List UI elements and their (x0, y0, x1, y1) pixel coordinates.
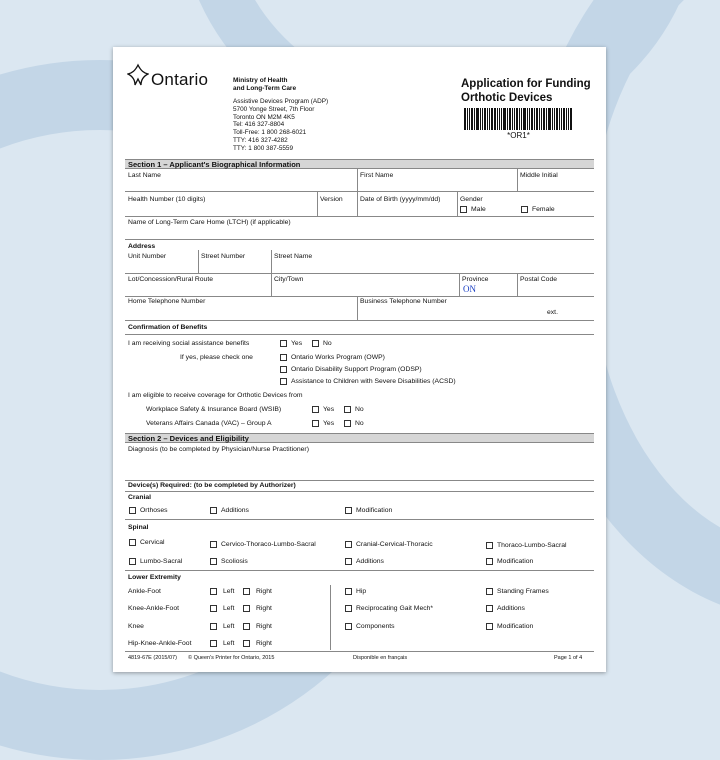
owp-label: Ontario Works Program (OWP) (291, 354, 385, 361)
social-assistance-no-checkbox[interactable] (312, 340, 319, 347)
divider (357, 297, 358, 320)
divider (125, 519, 594, 520)
section-1-header: Section 1 – Applicant's Biographical Information (125, 159, 594, 169)
knee-ankle-foot-label: Knee-Ankle-Foot (128, 605, 180, 612)
male-label: Male (471, 206, 486, 213)
ankle-foot-left-checkbox[interactable] (210, 588, 217, 595)
knee-label: Knee (128, 623, 144, 630)
barcode-bar (484, 108, 486, 130)
barcode-bar (516, 108, 518, 130)
barcode-bar (467, 108, 468, 130)
ministry-name (233, 77, 296, 93)
barcode-bar (487, 108, 488, 130)
barcode-bar (548, 108, 551, 130)
divider (357, 169, 358, 191)
barcode-bar (536, 108, 538, 130)
barcode-bar (523, 108, 526, 130)
cranial-modification-label: Modification (356, 507, 393, 514)
vac-no-label: No (355, 420, 364, 427)
business-phone-label: Business Telephone Number (360, 298, 447, 305)
divider (125, 191, 594, 192)
odsp-checkbox[interactable] (280, 366, 287, 373)
wsib-yes-label: Yes (323, 406, 335, 413)
ctls-label: Cervico-Thoraco-Lumbo-Sacral (221, 541, 316, 548)
page-number: Page 1 of 4 (554, 655, 583, 661)
cranial-additions-label: Additions (221, 507, 249, 514)
form-page (113, 47, 606, 672)
ctls-checkbox[interactable] (210, 541, 217, 548)
cct-checkbox[interactable] (345, 541, 352, 548)
barcode-bar (546, 108, 547, 130)
spinal-additions-checkbox[interactable] (345, 558, 352, 565)
divider (125, 651, 594, 652)
vac-yes-checkbox[interactable] (312, 420, 319, 427)
divider (517, 169, 518, 191)
barcode-bar (534, 108, 535, 130)
reciprocating-checkbox[interactable] (345, 605, 352, 612)
home-phone-label: Home Telephone Number (128, 298, 206, 305)
hip-checkbox[interactable] (345, 588, 352, 595)
health-number-label: Health Number (10 digits) (128, 196, 206, 203)
divider (330, 585, 331, 650)
logo-wordmark: Ontario (151, 70, 209, 89)
address-line: 5700 Yonge Street, 7th Floor (233, 105, 315, 113)
copyright: © Queen's Printer for Ontario, 2015 (188, 655, 275, 661)
spinal-additions-label: Additions (356, 558, 384, 565)
barcode-text: *OR1* (507, 131, 530, 140)
vac-label: Veterans Affairs Canada (VAC) – Group A (146, 420, 272, 427)
address-line: TTY: 1 800 387-5559 (233, 144, 294, 152)
barcode-bar (512, 108, 513, 130)
ankle-foot-right-label: Right (256, 588, 272, 595)
spinal-modification-label: Modification (497, 558, 534, 565)
benefits-heading: Confirmation of Benefits (128, 324, 208, 331)
lower-extremity-heading: Lower Extremity (128, 574, 181, 581)
address-line: Tel: 416 327-8804 (233, 121, 285, 129)
knee-right-checkbox[interactable] (243, 623, 250, 630)
knee-ankle-foot-left-checkbox[interactable] (210, 605, 217, 612)
cranial-orthoses-checkbox[interactable] (129, 507, 136, 514)
barcode-bar (541, 108, 542, 130)
barcode-bar (507, 108, 508, 130)
barcode-bar (554, 108, 555, 130)
barcode-bar (501, 108, 502, 130)
barcode-bar (497, 108, 498, 130)
social-assistance-label: I am receiving social assistance benefits (128, 340, 250, 347)
divider (198, 250, 199, 273)
form-title-line-2: Orthotic Devices (461, 91, 553, 104)
barcode-bar (476, 108, 479, 130)
divider (271, 250, 272, 273)
acsd-checkbox[interactable] (280, 378, 287, 385)
barcode-bar (519, 108, 520, 130)
divider (317, 192, 318, 216)
wsib-no-checkbox[interactable] (344, 406, 351, 413)
spinal-modification-checkbox[interactable] (486, 558, 493, 565)
city-label: City/Town (274, 276, 304, 283)
barcode-bar (527, 108, 528, 130)
scoliosis-label: Scoliosis (221, 558, 248, 565)
divider (271, 274, 272, 296)
ankle-foot-left-label: Left (223, 588, 235, 595)
social-assistance-yes-label: Yes (291, 340, 303, 347)
barcode-bar (543, 108, 545, 130)
hkaf-right-checkbox[interactable] (243, 640, 250, 647)
divider (459, 274, 460, 296)
ext-label: ext. (547, 309, 558, 316)
barcode-bar (494, 108, 496, 130)
ministry-line-2: and Long-Term Care (233, 85, 297, 93)
lower-additions-label: Additions (497, 605, 525, 612)
barcode-bar (514, 108, 515, 130)
divider (125, 480, 594, 481)
barcode-bar (529, 108, 530, 130)
hkaf-left-label: Left (223, 640, 235, 647)
devices-required-label: Device(s) Required: (to be completed by Authorizer) (128, 482, 296, 489)
barcode-bar (499, 108, 500, 130)
hkaf-left-checkbox[interactable] (210, 640, 217, 647)
odsp-label: Ontario Disability Support Program (ODSP) (291, 366, 422, 373)
form-number: 4819-67E (2015/07) (128, 655, 177, 661)
lower-modification-checkbox[interactable] (486, 623, 493, 630)
ankle-foot-label: Ankle-Foot (128, 588, 161, 595)
dob-label: Date of Birth (yyyy/mm/dd) (360, 196, 441, 203)
divider (125, 296, 594, 297)
standing-frames-checkbox[interactable] (486, 588, 493, 595)
owp-checkbox[interactable] (280, 354, 287, 361)
first-name-label: First Name (360, 172, 394, 179)
barcode-bar (489, 108, 490, 130)
street-name-label: Street Name (274, 253, 313, 260)
form-title-line-1: Application for Funding (461, 78, 591, 90)
cranial-orthoses-label: Orthoses (140, 507, 168, 514)
knee-left-label: Left (223, 623, 235, 630)
postal-code-label: Postal Code (520, 276, 558, 283)
divider (125, 239, 594, 240)
barcode-bar (482, 108, 483, 130)
knee-ankle-foot-right-label: Right (256, 605, 272, 612)
barcode-bar (531, 108, 533, 130)
barcode-bar (539, 108, 540, 130)
divider (125, 273, 594, 274)
ltch-label: Name of Long-Term Care Home (LTCH) (if applicable) (128, 219, 291, 226)
cervical-label: Cervical (140, 539, 165, 546)
diagnosis-label: Diagnosis (to be completed by Physician/Nurse Practitioner) (128, 446, 309, 453)
version-label: Version (320, 196, 343, 203)
standing-frames-label: Standing Frames (497, 588, 549, 595)
barcode-bar (469, 108, 470, 130)
last-name-label: Last Name (128, 172, 161, 179)
divider (125, 491, 594, 492)
address-line: Assistive Devices Program (ADP) (233, 98, 329, 105)
wsib-yes-checkbox[interactable] (312, 406, 319, 413)
barcode-bar (566, 108, 567, 130)
scoliosis-checkbox[interactable] (210, 558, 217, 565)
cranial-additions-checkbox[interactable] (210, 507, 217, 514)
eligible-label: I am eligible to receive coverage for Orthotic Devices from (128, 392, 303, 399)
wsib-no-label: No (355, 406, 364, 413)
trillium-icon (127, 63, 149, 89)
barcode-bar (471, 108, 473, 130)
barcode-bar (474, 108, 475, 130)
province-label: Province (462, 276, 489, 283)
barcode-bar (556, 108, 558, 130)
address-line: Toll-Free: 1 800 268-6021 (233, 129, 307, 137)
knee-left-checkbox[interactable] (210, 623, 217, 630)
barcode-bar (491, 108, 493, 130)
french-link[interactable]: Disponible en français (353, 655, 408, 661)
barcode-bar (563, 108, 565, 130)
tls-label: Thoraco-Lumbo-Sacral (497, 542, 567, 549)
barcode-bars (464, 108, 573, 130)
tls-checkbox[interactable] (486, 542, 493, 549)
middle-initial-label: Middle Initial (520, 172, 558, 179)
barcode (464, 108, 573, 140)
ministry-address (233, 98, 328, 153)
hip-label: Hip (356, 588, 367, 595)
divider (457, 192, 458, 216)
components-checkbox[interactable] (345, 623, 352, 630)
lumbo-sacral-label: Lumbo-Sacral (140, 558, 183, 565)
female-checkbox[interactable] (521, 206, 528, 213)
address-line: TTY: 416 327-4282 (233, 137, 288, 145)
ministry-line-1: Ministry of Health (233, 77, 288, 84)
cranial-modification-checkbox[interactable] (345, 507, 352, 514)
social-assistance-yes-checkbox[interactable] (280, 340, 287, 347)
components-label: Components (356, 623, 395, 630)
divider (517, 274, 518, 296)
barcode-bar (570, 108, 572, 130)
barcode-bar (559, 108, 560, 130)
lower-additions-checkbox[interactable] (486, 605, 493, 612)
form-title (461, 78, 591, 106)
if-yes-label: If yes, please check one (180, 354, 253, 361)
divider (357, 192, 358, 216)
hkaf-right-label: Right (256, 640, 272, 647)
section-2-header: Section 2 – Devices and Eligibility (125, 433, 594, 443)
knee-right-label: Right (256, 623, 272, 630)
barcode-bar (503, 108, 506, 130)
province-value[interactable]: ON (463, 284, 476, 294)
address-heading: Address (128, 243, 156, 250)
cct-label: Cranial-Cervical-Thoracic (356, 541, 433, 548)
knee-ankle-foot-left-label: Left (223, 605, 235, 612)
reciprocating-label: Reciprocating Gait Mech* (356, 605, 434, 612)
unit-number-label: Unit Number (128, 253, 167, 260)
gender-label: Gender (460, 196, 483, 203)
lower-modification-label: Modification (497, 623, 534, 630)
divider (125, 334, 594, 335)
female-label: Female (532, 206, 555, 213)
divider (125, 570, 594, 571)
cranial-heading: Cranial (128, 494, 152, 501)
social-assistance-no-label: No (323, 340, 332, 347)
cervical-checkbox[interactable] (129, 539, 136, 546)
divider (125, 320, 594, 321)
barcode-bar (552, 108, 553, 130)
barcode-bar (561, 108, 562, 130)
acsd-label: Assistance to Children with Severe Disabilities (ACSD) (291, 378, 456, 385)
barcode-bar (464, 108, 466, 130)
male-checkbox[interactable] (460, 206, 467, 213)
hip-knee-ankle-foot-label: Hip-Knee-Ankle-Foot (128, 640, 192, 647)
barcode-bar (480, 108, 481, 130)
address-line: Toronto ON M2M 4K5 (233, 113, 295, 121)
barcode-bar (521, 108, 522, 130)
barcode-bar (568, 108, 569, 130)
street-number-label: Street Number (201, 253, 246, 260)
spinal-heading: Spinal (128, 524, 149, 531)
knee-ankle-foot-right-checkbox[interactable] (243, 605, 250, 612)
vac-no-checkbox[interactable] (344, 420, 351, 427)
lumbo-sacral-checkbox[interactable] (129, 558, 136, 565)
vac-yes-label: Yes (323, 420, 335, 427)
divider (125, 216, 594, 217)
ankle-foot-right-checkbox[interactable] (243, 588, 250, 595)
wsib-label: Workplace Safety & Insurance Board (WSIB) (146, 406, 282, 413)
lot-label: Lot/Concession/Rural Route (128, 276, 214, 283)
barcode-bar (509, 108, 511, 130)
